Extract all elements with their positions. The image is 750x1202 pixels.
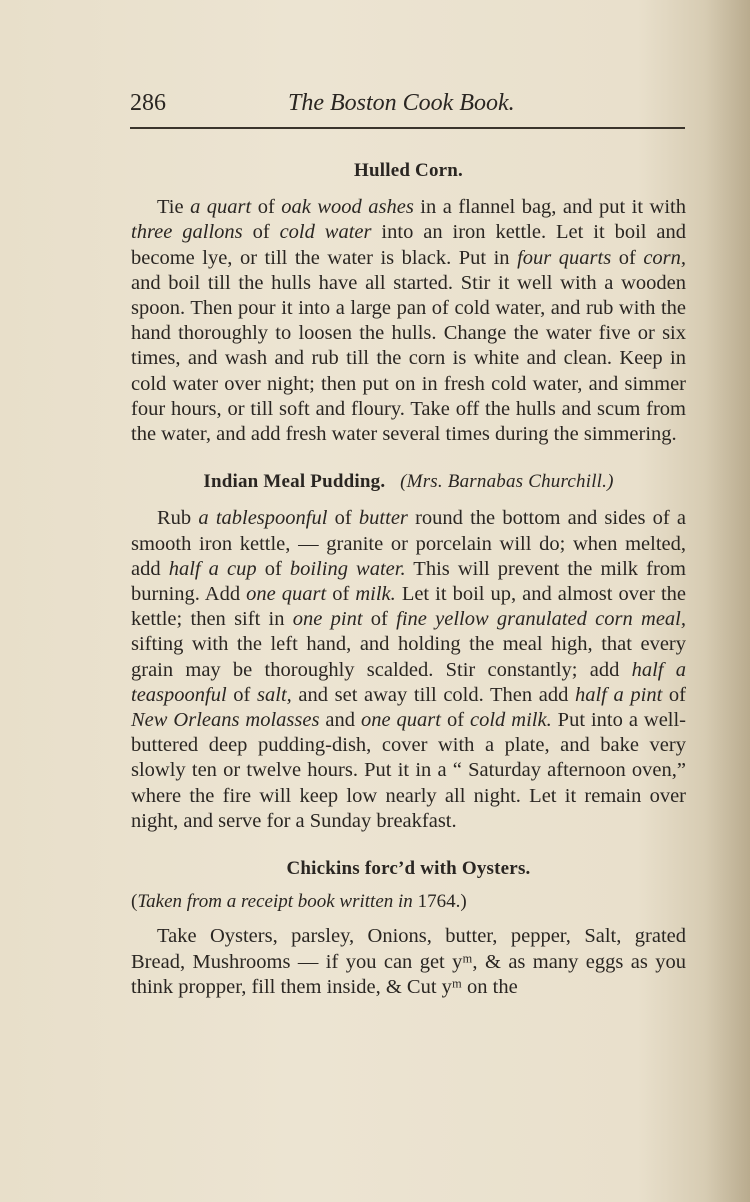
text-run: and [319, 709, 361, 732]
text-run: round the bottom and sides of a smooth iron kettle, — granite or porcelain will do; when melted, add [131, 507, 687, 580]
text-run: and boil till the hulls have all started. Stir it well with a wooden spoon. Then pour it into a large pan of cold water, and rub with the hand thoroughly to loosen the hulls. Change the water five or six times, and wash and rub till the corn is white and clean. Keep in cold water over night; then put on in fresh cold water, and simmer four hours, or till soft and floury. Take off the hulls and scum from the water, and add fresh water several times during the simmering. [131, 271, 686, 446]
text-run: half a pint [574, 683, 663, 706]
text-run: butter [358, 507, 408, 530]
text-run: cold milk. [470, 709, 552, 732]
text-run: salt, [257, 683, 292, 706]
text-run: Take Oysters, parsley, Onions, butter, pepper, Salt, grated Bread, Mushrooms — if you can get yᵐ, & as many eggs as you think propper, fill them inside, & Cut yᵐ on the [131, 925, 686, 998]
text-run: of [242, 221, 280, 244]
page-content [131, 158, 686, 1000]
recipe-body-indian-meal-pudding [131, 506, 686, 834]
page-number: 286 [130, 90, 166, 116]
recipe-title-text: Indian Meal Pudding. [203, 471, 386, 493]
text-run: of [226, 683, 258, 706]
text-run: Tie [157, 196, 191, 219]
text-run: of [326, 583, 356, 606]
text-run: half a teaspoonful [131, 658, 686, 706]
text-run: corn, [643, 246, 687, 269]
text-run: one pint [292, 608, 363, 631]
text-run: of [362, 608, 397, 631]
text-run: one quart [246, 583, 327, 606]
recipe-title-chickins: Chickins forc’d with Oysters. [286, 858, 531, 880]
text-run: boiling water. [289, 557, 406, 580]
recipe-source-note: Taken from a receipt book written in [137, 891, 413, 913]
text-run: and set away till cold. Then add [291, 683, 575, 706]
text-run: milk. [355, 583, 396, 606]
text-run: four quarts [517, 246, 612, 269]
text-run: half a cup [168, 557, 257, 580]
page-header [130, 88, 685, 124]
text-run: New Orleans molasses [131, 709, 320, 732]
text-run: of [611, 246, 644, 269]
text-run: sifting with the left hand, and holding the meal high, that every grain may be thoroughly scalded. Stir constantly; add [131, 633, 686, 681]
text-run: This will prevent the milk from burning. Add [131, 557, 686, 606]
running-title: The Boston Cook Book. [288, 90, 515, 116]
recipe-body-chickins [131, 924, 686, 1000]
text-run: three gallons [131, 221, 243, 244]
text-run: in a flannel bag, and put it with [413, 196, 686, 219]
text-run: of [251, 196, 282, 219]
text-run: into an iron kettle. Let it boil and become lye, or till the water is black. Put in [131, 221, 686, 269]
text-run: fine yellow granulated corn meal, [396, 608, 686, 631]
recipe-title-indian-meal-pudding [131, 469, 686, 494]
text-run: of [256, 557, 290, 580]
text-run: one quart [361, 709, 441, 732]
text-run: a quart [190, 196, 252, 219]
recipe-subtitle-chickins: (Taken from a receipt book written in 1764.) [131, 891, 467, 913]
recipe-body-hulled-corn [131, 195, 686, 447]
text-run: oak wood ashes [281, 196, 414, 219]
recipe-title-hulled-corn: Hulled Corn. [353, 160, 464, 181]
text-run: of [327, 507, 359, 530]
text-run: a tablespoonful [198, 507, 328, 530]
recipe-source-year: 1764. [417, 891, 461, 913]
text-run: Rub [157, 507, 199, 530]
text-run: Let it boil up, and almost over the kettle; then sift in [131, 583, 686, 631]
text-run: cold water [279, 221, 372, 244]
recipe-attribution: (Mrs. Barnabas Churchill.) [400, 471, 614, 493]
text-run: of [662, 683, 686, 706]
header-rule [130, 127, 685, 129]
text-run: of [441, 709, 471, 732]
text-run: Put into a well-buttered deep pudding-dish, cover with a plate, and bake very slowly ten or twelve hours. Put it in a “ Saturday afternoon oven,” where the fire will keep low nearly all night. Let it remain over night, and serve for a Sunday breakfast. [131, 709, 687, 832]
